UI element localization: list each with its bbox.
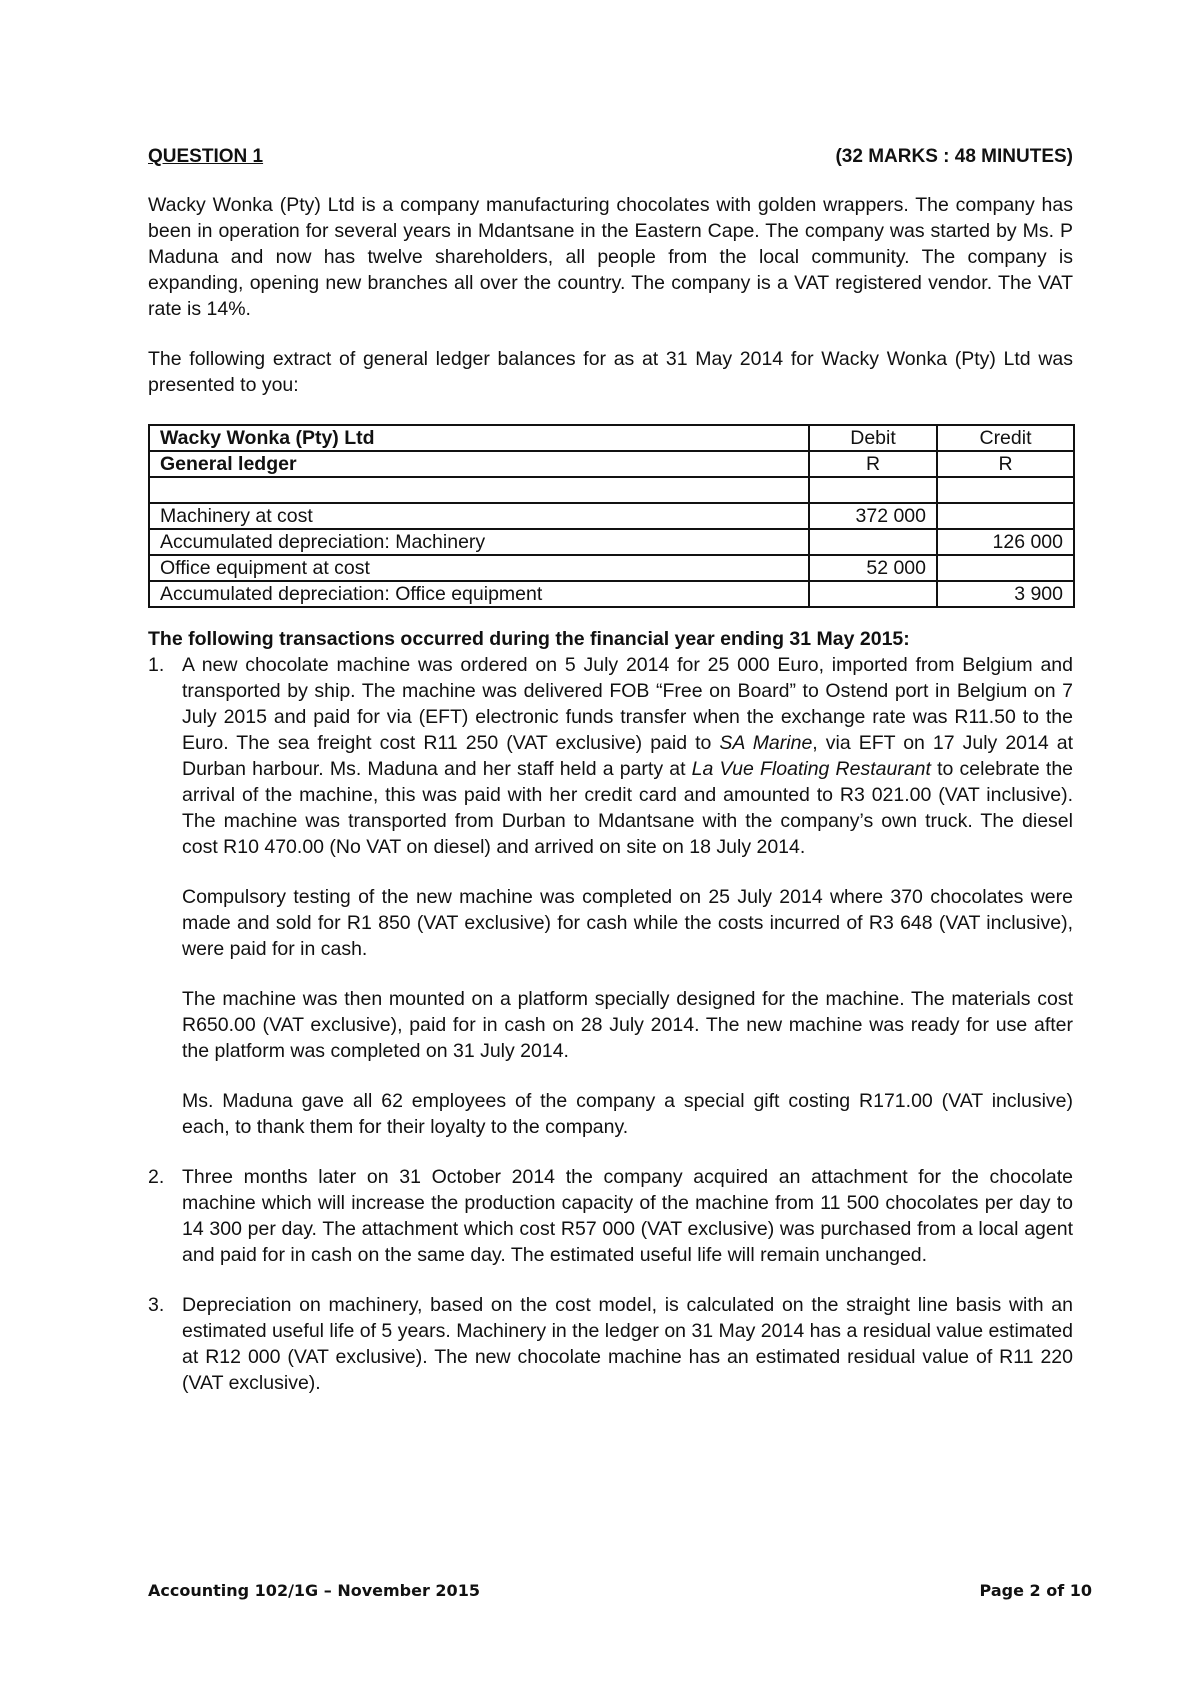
credit-amount: 126 000 [937, 529, 1074, 555]
footer-page-number: Page 2 of 10 [979, 1581, 1092, 1600]
question-title: QUESTION 1 [148, 146, 264, 167]
blank-cell [809, 477, 937, 503]
account-name: Office equipment at cost [149, 555, 809, 581]
exam-page [148, 146, 1073, 1396]
item3-paragraph: Depreciation on machinery, based on the cost model, is calculated on the straight line basis with an estimated useful life of 5 years. Machinery in the ledger on 31 May 2014 has a residual value estimated at R12 000 (VAT exclusive). The new chocolate machine has an estimated residual value of R11 220 (VAT exclusive). [182, 1294, 1074, 1394]
item1-paragraph-1 [182, 652, 1073, 860]
question-marks: (32 MARKS : 48 MINUTES) [835, 146, 1073, 167]
item2-paragraph: Three months later on 31 October 2014 the company acquired an attachment for the chocolate machine which will increase the production capacity of the machine from 11 500 chocolates per day to 14 300 per day. The attachment which cost R57 000 (VAT exclusive) was purchased from a local agent and paid for in cash on the same day. The estimated useful life will remain unchanged. [182, 1166, 1073, 1266]
list-item [148, 652, 1073, 1140]
blank-cell [149, 477, 809, 503]
debit-amount: 372 000 [809, 503, 937, 529]
credit-amount [937, 503, 1074, 529]
item1-paragraph-4: Ms. Maduna gave all 62 employees of the company a special gift costing R171.00 (VAT inclusive) each, to thank them for their loyalty to the company. [182, 1090, 1073, 1138]
footer-course: Accounting 102/1G – November 2015 [148, 1581, 480, 1600]
supplier-name: SA Marine [719, 732, 813, 754]
item-number: 3. [148, 1294, 165, 1316]
page-footer [148, 1581, 1092, 1600]
item-body [182, 652, 1073, 1140]
item-body [182, 1292, 1073, 1396]
list-item [148, 1164, 1073, 1268]
general-ledger-table [148, 424, 1075, 608]
table-row [149, 555, 1074, 581]
list-item [148, 1292, 1073, 1396]
question-header [148, 146, 1073, 168]
item1-paragraph-2: Compulsory testing of the new machine was completed on 25 July 2014 where 370 chocolates were made and sold for R1 850 (VAT exclusive) for cash while the costs incurred of R3 648 (VAT inclusive), were paid for in cash. [182, 886, 1073, 960]
text-run: , via EFT on 17 July 2014 at Durban harbour. Ms. Maduna and her staff held a party at [182, 732, 1073, 780]
debit-currency: R [809, 451, 937, 477]
item-body [182, 1164, 1073, 1268]
credit-header: Credit [937, 425, 1074, 451]
debit-amount [809, 529, 937, 555]
transactions-title: The following transactions occurred during the financial year ending 31 May 2015: [148, 628, 910, 650]
intro-paragraph: Wacky Wonka (Pty) Ltd is a company manufacturing chocolates with golden wrappers. The company has been in operation for several years in Mdantsane in the Eastern Cape. The company was started by Ms. P Maduna and now has twelve shareholders, all people from the local community. The company is expanding, opening new branches all over the country. The company is a VAT registered vendor. The VAT rate is 14%. [148, 194, 1073, 320]
table-row [149, 503, 1074, 529]
debit-amount [809, 581, 937, 607]
ledger-company-name: Wacky Wonka (Pty) Ltd [149, 425, 809, 451]
debit-amount: 52 000 [809, 555, 937, 581]
table-row [149, 529, 1074, 555]
account-name: Accumulated depreciation: Machinery [149, 529, 809, 555]
account-name: Accumulated depreciation: Office equipment [149, 581, 809, 607]
credit-amount: 3 900 [937, 581, 1074, 607]
ledger-intro-paragraph: The following extract of general ledger balances for as at 31 May 2014 for Wacky Wonka (Pty) Ltd was presented to you: [148, 348, 1073, 396]
credit-amount [937, 555, 1074, 581]
text-run: to celebrate the arrival of the machine, this was paid with her credit card and amounted to R3 021.00 (VAT inclusive). The machine was transported from Durban to Mdantsane with the company’s own truck. The diesel cost R10 470.00 (No VAT on diesel) and arrived on site on 18 July 2014. [182, 758, 1074, 858]
text-run: A new chocolate machine was ordered on 5 July 2014 for 25 000 Euro, imported from Belgium and transported by ship. The machine was delivered FOB “Free on Board” to Ostend port in Belgium on 7 July 2015 and paid for via (EFT) electronic funds transfer when the exchange rate was R11.50 to the Euro. The sea freight cost R11 250 (VAT exclusive) paid to [182, 654, 1073, 754]
table-row [149, 581, 1074, 607]
blank-cell [937, 477, 1074, 503]
ledger-header-row [149, 425, 1074, 451]
debit-header: Debit [809, 425, 937, 451]
credit-currency: R [937, 451, 1074, 477]
account-name: Machinery at cost [149, 503, 809, 529]
transactions-list [148, 652, 1073, 1396]
ledger-subheader-row [149, 451, 1074, 477]
ledger-subtitle: General ledger [149, 451, 809, 477]
item1-paragraph-3: The machine was then mounted on a platform specially designed for the machine. The materials cost R650.00 (VAT exclusive), paid for in cash on 28 July 2014. The new machine was ready for use after the platform was completed on 31 July 2014. [182, 988, 1073, 1062]
item-number: 2. [148, 1166, 165, 1188]
restaurant-name: La Vue Floating Restaurant [691, 758, 931, 780]
item-number: 1. [148, 654, 165, 676]
ledger-blank-row [149, 477, 1074, 503]
